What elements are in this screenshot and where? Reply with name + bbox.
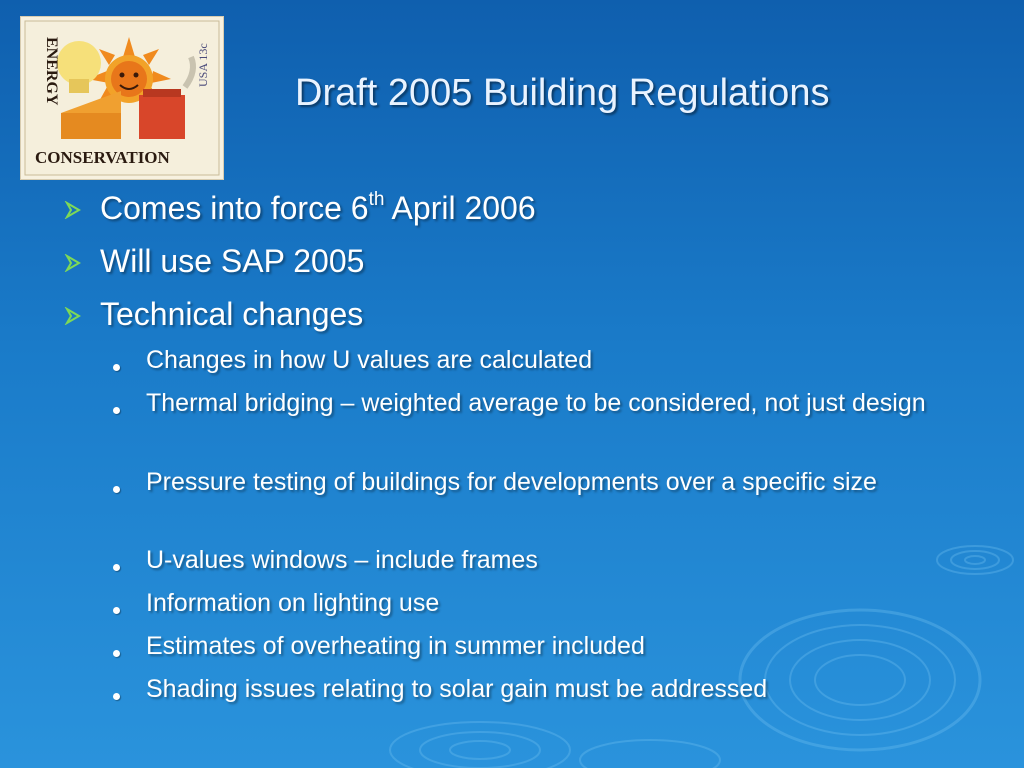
bullet-text: Comes into force 6 — [100, 190, 369, 226]
round-bullet-icon — [113, 650, 120, 657]
round-bullet-icon — [113, 407, 120, 414]
round-bullet-icon — [113, 693, 120, 700]
sub-bullet-item: U-values windows – include frames — [146, 546, 538, 574]
round-bullet-icon — [113, 486, 120, 493]
sub-bullet-item: Shading issues relating to solar gain must be addressed — [146, 675, 768, 703]
svg-text:CONSERVATION: CONSERVATION — [35, 148, 170, 167]
sub-bullet-item: Information on lighting use — [146, 589, 440, 617]
sub-bullet-item: Thermal bridging – weighted average to be considered, not just design — [146, 389, 926, 417]
round-bullet-icon — [113, 364, 120, 371]
arrow-bullet-icon — [64, 201, 82, 219]
sub-bullet-item: Estimates of overheating in summer included — [146, 632, 645, 660]
bullet-item-technical: Technical changes — [100, 296, 364, 332]
svg-text:USA 13c: USA 13c — [196, 43, 210, 87]
bullet-item-force-date — [100, 190, 536, 227]
bullet-item-sap: Will use SAP 2005 — [100, 243, 365, 279]
arrow-bullet-icon — [64, 254, 82, 272]
bullet-text: April 2006 — [384, 190, 536, 226]
sub-bullet-item: Changes in how U values are calculated — [146, 346, 593, 374]
bullet-superscript: th — [368, 189, 385, 211]
round-bullet-icon — [113, 607, 120, 614]
round-bullet-icon — [113, 564, 120, 571]
arrow-bullet-icon — [64, 307, 82, 325]
sub-bullet-item: Pressure testing of buildings for developments over a specific size — [146, 468, 877, 496]
svg-text:ENERGY: ENERGY — [43, 37, 60, 106]
slide-title: Draft 2005 Building Regulations — [295, 72, 830, 114]
